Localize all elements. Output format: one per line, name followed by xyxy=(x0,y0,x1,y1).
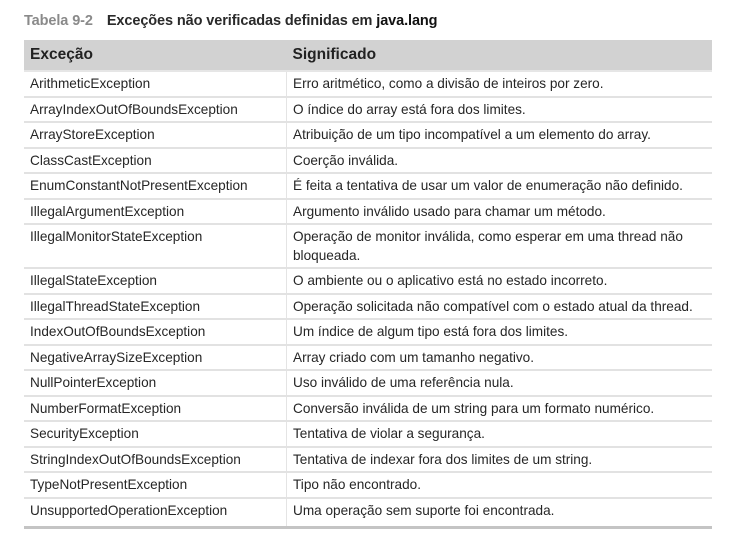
table-row xyxy=(24,122,712,148)
exception-name: NegativeArraySizeException xyxy=(24,345,287,371)
table-caption xyxy=(24,13,437,29)
table-header-row xyxy=(24,40,712,71)
table-title-code: java.lang xyxy=(376,13,438,29)
exception-name: NumberFormatException xyxy=(24,396,287,422)
exception-meaning: Um índice de algum tipo está fora dos limites. xyxy=(287,319,713,345)
exception-meaning: O índice do array está fora dos limites. xyxy=(287,97,713,123)
table-number: Tabela 9-2 xyxy=(24,13,93,29)
exception-name: ClassCastException xyxy=(24,148,287,174)
table-row xyxy=(24,345,712,371)
exception-meaning: Coerção inválida. xyxy=(287,148,713,174)
exception-name: EnumConstantNotPresentException xyxy=(24,173,287,199)
exception-meaning: É feita a tentativa de usar um valor de enumeração não definido. xyxy=(287,173,713,199)
table-row xyxy=(24,199,712,225)
exception-name: IndexOutOfBoundsException xyxy=(24,319,287,345)
table-row xyxy=(24,472,712,498)
table-title: Exceções não verificadas definidas em xyxy=(106,13,377,29)
table-row xyxy=(24,173,712,199)
exception-meaning: O ambiente ou o aplicativo está no estado incorreto. xyxy=(287,268,713,294)
exception-meaning: Erro aritmético, como a divisão de inteiros por zero. xyxy=(287,71,713,97)
column-header-exception: Exceção xyxy=(24,40,287,71)
table-row xyxy=(24,97,712,123)
exception-meaning: Array criado com um tamanho negativo. xyxy=(287,345,713,371)
table-row xyxy=(24,71,712,97)
table-row xyxy=(24,148,712,174)
exception-name: IllegalThreadStateException xyxy=(24,294,287,320)
exception-meaning: Uso inválido de uma referência nula. xyxy=(287,370,713,396)
table-row xyxy=(24,294,712,320)
exception-name: IllegalMonitorStateException xyxy=(24,224,287,268)
exception-name: ArithmeticException xyxy=(24,71,287,97)
exception-meaning: Conversão inválida de um string para um formato numérico. xyxy=(287,396,713,422)
exception-meaning: Atribuição de um tipo incompatível a um elemento do array. xyxy=(287,122,713,148)
exception-name: ArrayStoreException xyxy=(24,122,287,148)
exception-meaning: Argumento inválido usado para chamar um método. xyxy=(287,199,713,225)
exceptions-table xyxy=(24,40,712,529)
exception-name: UnsupportedOperationException xyxy=(24,498,287,528)
column-header-meaning: Significado xyxy=(287,40,713,71)
table-row xyxy=(24,396,712,422)
exception-meaning: Tentativa de violar a segurança. xyxy=(287,421,713,447)
exception-name: NullPointerException xyxy=(24,370,287,396)
table-row xyxy=(24,224,712,268)
exception-name: ArrayIndexOutOfBoundsException xyxy=(24,97,287,123)
exception-meaning: Operação solicitada não compatível com o estado atual da thread. xyxy=(287,294,713,320)
exception-name: StringIndexOutOfBoundsException xyxy=(24,447,287,473)
exception-name: IllegalArgumentException xyxy=(24,199,287,225)
table-row xyxy=(24,421,712,447)
exception-meaning: Operação de monitor inválida, como esperar em uma thread não bloqueada. xyxy=(287,224,713,268)
exception-meaning: Tipo não encontrado. xyxy=(287,472,713,498)
exception-meaning: Uma operação sem suporte foi encontrada. xyxy=(287,498,713,528)
table-row xyxy=(24,268,712,294)
exception-meaning: Tentativa de indexar fora dos limites de um string. xyxy=(287,447,713,473)
table-row xyxy=(24,447,712,473)
exception-name: TypeNotPresentException xyxy=(24,472,287,498)
table-row xyxy=(24,319,712,345)
exception-name: IllegalStateException xyxy=(24,268,287,294)
table-row xyxy=(24,498,712,528)
table-row xyxy=(24,370,712,396)
exception-name: SecurityException xyxy=(24,421,287,447)
